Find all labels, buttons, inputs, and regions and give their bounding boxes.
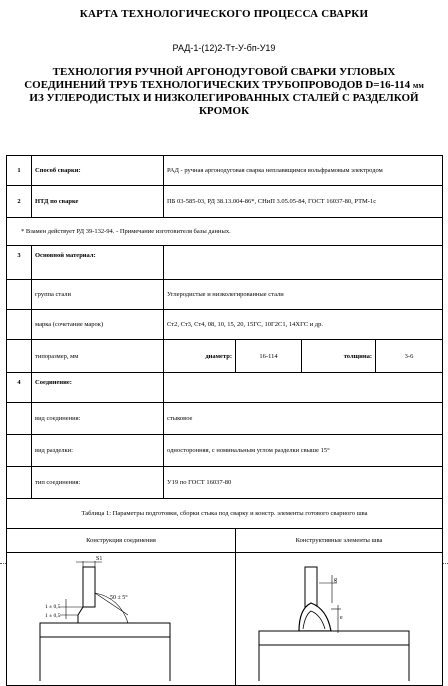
document-title: КАРТА ТЕХНОЛОГИЧЕСКОГО ПРОЦЕССА СВАРКИ: [79, 8, 369, 20]
subtitle-main: ТЕХНОЛОГИЯ РУЧНОЙ АРГОНОДУГОВОЙ СВАРКИ УГЛОВЫХ СОЕДИНЕНИЙ ТРУБ ТЕХНОЛОГИЧЕСКИХ ТРУБОПРОВОДОВ D=16-114: [24, 66, 411, 91]
row-label: тип соединения:: [32, 467, 164, 499]
dim-s1: S1: [96, 556, 103, 562]
row-value: стыковое: [164, 403, 443, 435]
row-welding-method: [7, 156, 443, 186]
row-value: односторонняя, с номинальным углом разделки свыше 15°: [164, 435, 443, 467]
dim-e: e: [340, 615, 343, 621]
drawing-left-cell: [7, 553, 236, 686]
thickness-value: 3-6: [376, 340, 443, 373]
pipe-wall: [83, 567, 95, 607]
row-joint-type: [7, 403, 443, 435]
row-value-empty: [164, 373, 443, 403]
row-note: [7, 218, 443, 246]
base-plate: [259, 631, 409, 645]
weld-elements-drawing: [239, 553, 448, 683]
table1-caption: Таблица 1: Параметры подготовки, сборки стыка под сварку и констр. элементы готового сварного шва: [7, 499, 443, 529]
row-label: Соединение:: [32, 373, 164, 403]
row-size: [7, 340, 443, 373]
row-label: группа стали: [32, 280, 164, 310]
row-value-empty: [164, 246, 443, 280]
thickness-label: толщина:: [302, 340, 376, 373]
row-label: НТД по сварке: [32, 186, 164, 218]
dim-land: 1 ± 0,5: [45, 613, 61, 619]
row-number: 3: [7, 246, 32, 280]
row-value: Углеродистые и низколегированные стали: [164, 280, 443, 310]
technology-title: [20, 66, 428, 117]
row-joint: [7, 373, 443, 403]
row-number-empty: [7, 435, 32, 467]
diameter-value: 16-114: [236, 340, 302, 373]
row-number-empty: [7, 280, 32, 310]
base-plate: [40, 623, 170, 637]
row-number: 4: [7, 373, 32, 403]
row-label: Способ сварки:: [32, 156, 164, 186]
row-value: У19 по ГОСТ 16037-80: [164, 467, 443, 499]
row-type: [7, 467, 443, 499]
row-label: типоразмер, мм: [32, 340, 164, 373]
row-number-empty: [7, 310, 32, 340]
joint-construction-drawing: [10, 553, 236, 683]
bevel-edge: [78, 607, 83, 615]
row-steel-grade: [7, 310, 443, 340]
dim-g: g: [334, 577, 337, 583]
row-value: Ст2, Ст3, Ст4, 08, 10, 15, 20, 15ГС, 10Г2С1, 14ХГС и др.: [164, 310, 443, 340]
row-number-empty: [7, 340, 32, 373]
row-steel-group: [7, 280, 443, 310]
row-bevel: [7, 435, 443, 467]
drawing-right-cell: [236, 553, 443, 686]
row-base-material: [7, 246, 443, 280]
row-label: марка (сочетание марок): [32, 310, 164, 340]
row-label: вид разделки:: [32, 435, 164, 467]
process-card-table: [6, 155, 443, 686]
row-table1-caption: [7, 499, 443, 529]
drawing-left-title: Конструкция соединения: [7, 529, 236, 553]
row-number-empty: [7, 403, 32, 435]
database-note: * Взамен действует РД 39-132-94. - Примечание изготовителя базы данных.: [7, 218, 443, 246]
dim-gap: 1 ± 0,5: [45, 604, 61, 610]
process-code: РАД-1-(12)2-Тт-У-бп-У19: [172, 43, 276, 53]
subtitle-unit: мм: [412, 80, 424, 90]
row-drawings: [7, 553, 443, 686]
drawing-right-title: Конструктивные элементы шва: [236, 529, 443, 553]
dim-angle: 50 ± 5°: [110, 595, 128, 601]
row-number-empty: [7, 467, 32, 499]
row-drawing-titles: [7, 529, 443, 553]
subtitle-tail: ИЗ УГЛЕРОДИСТЫХ И НИЗКОЛЕГИРОВАННЫХ СТАЛЕЙ С РАЗДЕЛКОЙ КРОМОК: [29, 92, 419, 117]
diameter-label: диаметр:: [164, 340, 236, 373]
row-label: вид соединения:: [32, 403, 164, 435]
row-number: 2: [7, 186, 32, 218]
weld-bead: [299, 603, 331, 631]
row-value: ПБ 03-585-03, РД 38.13.004-86*, СНиП 3.05.05-84, ГОСТ 16037-80, РТМ-1с: [164, 186, 443, 218]
row-ntd: [7, 186, 443, 218]
row-value: РАД - ручная аргонодуговая сварка неплавящимся вольфрамовым электродом: [164, 156, 443, 186]
row-number: 1: [7, 156, 32, 186]
row-label: Основной материал:: [32, 246, 164, 280]
